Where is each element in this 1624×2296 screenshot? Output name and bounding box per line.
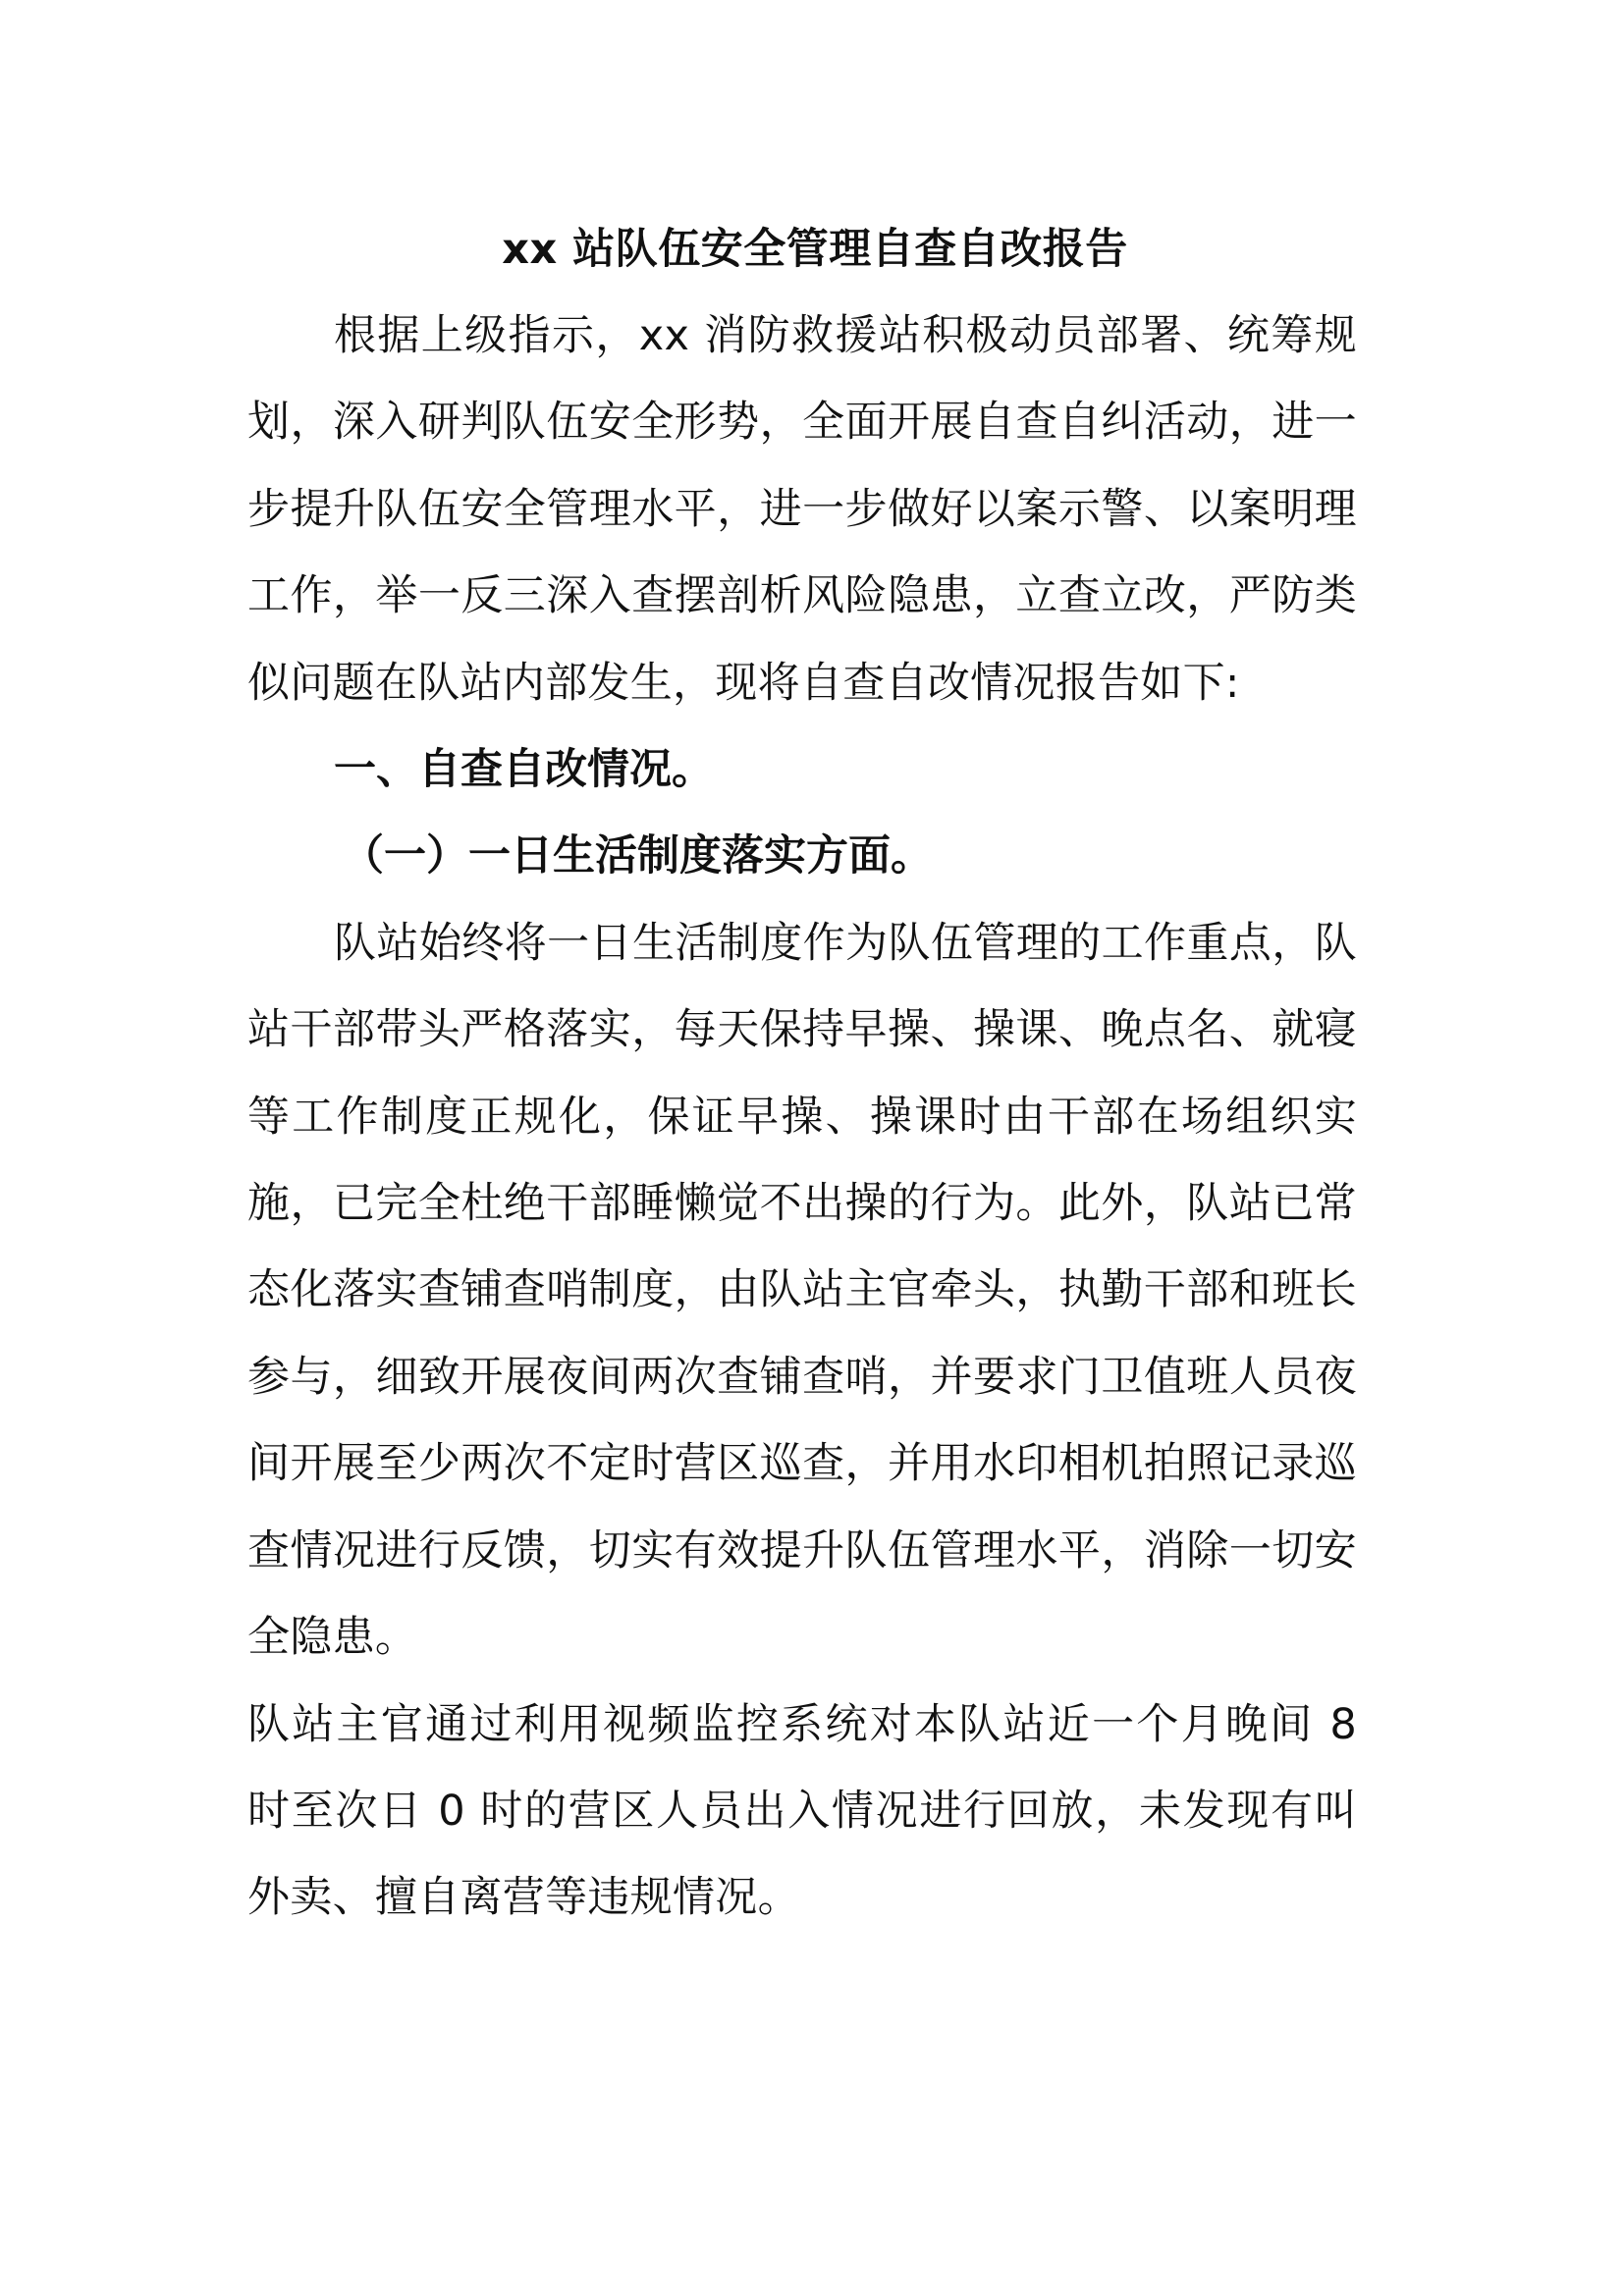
subsection-heading: （一）一日生活制度落实方面。	[342, 831, 933, 881]
document-body	[247, 206, 1357, 1942]
intro-paragraph: 根据上级指示，xx 消防救援站积极动员部署、统筹规划，深入研判队伍安全形势，全面开展自查自纠活动，进一步提升队伍安全管理水平，进一步做好以案示警、以案明理工作，举一反三深入查摆剖析风险隐患，立查立改，严防类似问题在队站内部发生，现将自查自改情况报告如下:	[247, 311, 1357, 708]
body-paragraph-1: 队站始终将一日生活制度作为队伍管理的工作重点，队站干部带头严格落实，每天保持早操、操课、晚点名、就寝等工作制度正规化，保证早操、操课时由干部在场组织实施，已完全杜绝干部睡懒觉不出操的行为。此外，队站已常态化落实查铺查哨制度，由队站主官牵头，执勤干部和班长参与，细致开展夜间两次查铺查哨，并要求门卫值班人员夜间开展至少两次不定时营区巡查，并用水印相机拍照记录巡查情况进行反馈，切实有效提升队伍管理水平，消除一切安全隐患。	[247, 918, 1357, 1663]
body-paragraph-2: 队站主官通过利用视频监控系统对本队站近一个月晚间 8 时至次日 0 时的营区人员出入情况进行回放，未发现有叫外卖、擅自离营等违规情况。	[247, 1699, 1357, 1923]
section-heading: 一、自查自改情况。	[334, 745, 714, 795]
document-title: xx 站队伍安全管理自查自改报告	[502, 225, 1128, 274]
